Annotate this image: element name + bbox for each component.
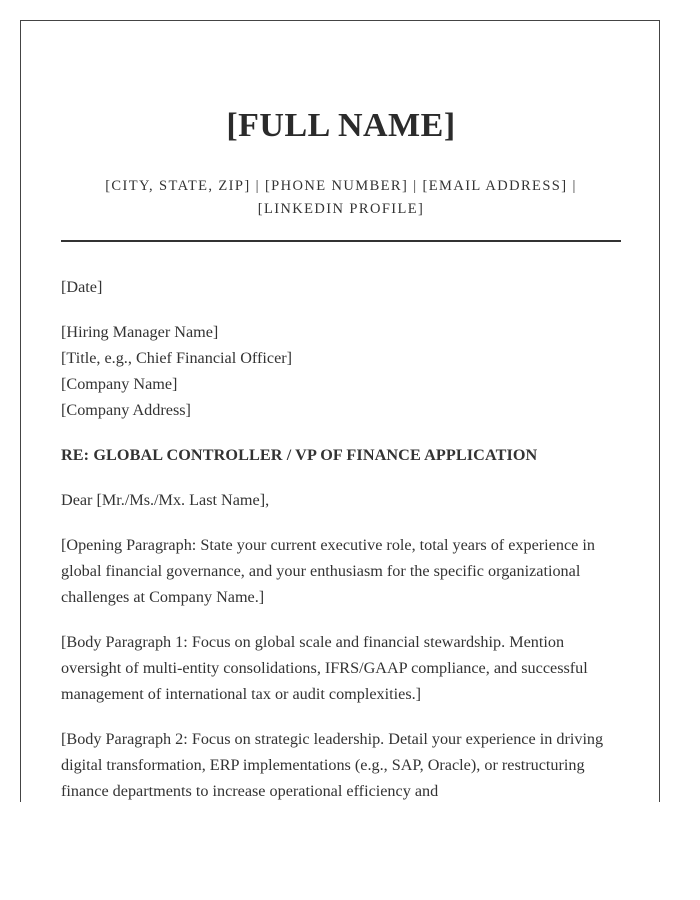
letter-body bbox=[61, 274, 621, 802]
body-paragraph-1: [Body Paragraph 1: Focus on global scale and financial stewardship. Mention oversight of multi-entity consolidations, IFRS/GAAP compliance, and successful management of international tax or audit complexities.] bbox=[61, 633, 588, 703]
recipient-company: [Company Name] bbox=[61, 375, 178, 393]
letter-page bbox=[20, 20, 660, 802]
subject-line: RE: GLOBAL CONTROLLER / VP OF FINANCE APPLICATION bbox=[61, 446, 538, 464]
contact-line-2: [LINKEDIN PROFILE] bbox=[257, 201, 425, 217]
contact-line-1: [CITY, STATE, ZIP] | [PHONE NUMBER] | [EMAIL ADDRESS] | bbox=[105, 178, 577, 194]
recipient-address: [Company Address] bbox=[61, 401, 191, 419]
contact-info bbox=[61, 175, 621, 221]
recipient-block bbox=[61, 319, 621, 423]
applicant-name: [FULL NAME] bbox=[226, 107, 456, 144]
recipient-name: [Hiring Manager Name] bbox=[61, 323, 219, 341]
letter-date: [Date] bbox=[61, 278, 103, 296]
salutation: Dear [Mr./Ms./Mx. Last Name], bbox=[61, 491, 270, 509]
recipient-title: [Title, e.g., Chief Financial Officer] bbox=[61, 349, 293, 367]
header-divider bbox=[61, 240, 621, 242]
body-paragraph-2: [Body Paragraph 2: Focus on strategic leadership. Detail your experience in driving digital transformation, ERP implementations (e.g., SAP, Oracle), or restructuring finance departments to increase operational efficiency and bbox=[61, 730, 604, 800]
opening-paragraph: [Opening Paragraph: State your current executive role, total years of experience in global financial governance, and your enthusiasm for the specific organizational challenges at Company Name.] bbox=[61, 536, 595, 606]
